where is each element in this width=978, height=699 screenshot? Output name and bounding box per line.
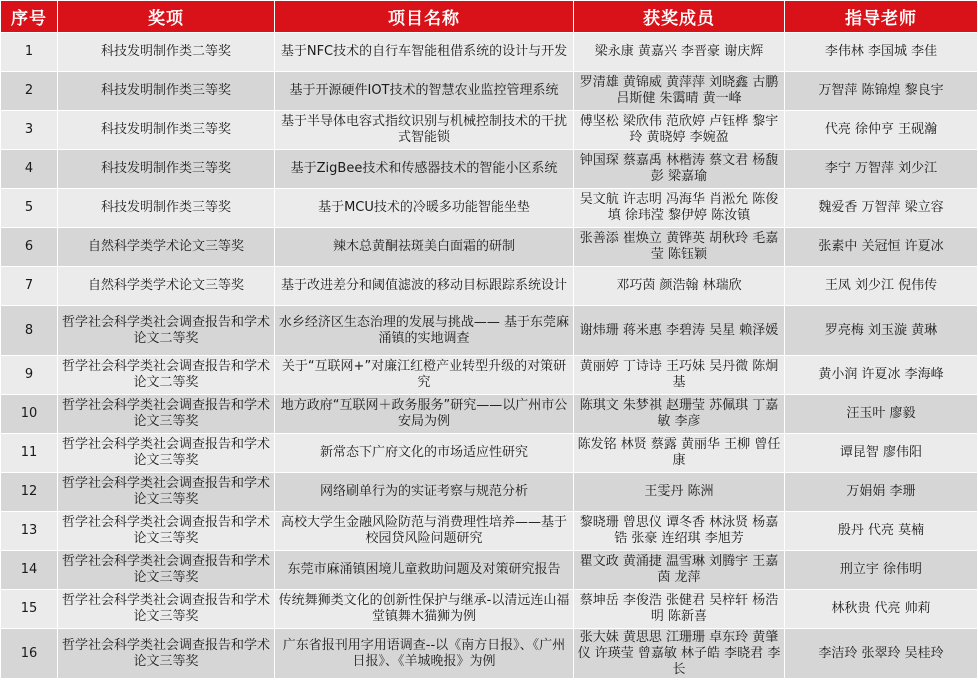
cell-project: 基于NFC技术的自行车智能租借系统的设计与开发	[275, 33, 574, 72]
cell-no: 7	[1, 267, 58, 306]
header-row	[1, 1, 978, 33]
cell-project: 关于“互联网+”对廉江红橙产业转型升级的对策研究	[275, 356, 574, 395]
cell-award: 哲学社会科学类社会调查报告和学术论文三等奖	[58, 512, 275, 551]
table-row	[1, 551, 978, 590]
cell-award: 哲学社会科学类社会调查报告和学术论文三等奖	[58, 551, 275, 590]
cell-advisors: 王凤 刘少江 倪伟传	[785, 267, 978, 306]
cell-no: 13	[1, 512, 58, 551]
cell-award: 科技发明制作类三等奖	[58, 111, 275, 150]
cell-members: 蔡坤岳 李俊浩 张健君 吴梓轩 杨浩明 陈新喜	[574, 590, 785, 629]
cell-project: 水乡经济区生态治理的发展与挑战—— 基于东莞麻涌镇的实地调查	[275, 306, 574, 356]
header-project: 项目名称	[275, 1, 574, 33]
cell-advisors: 李宁 万智萍 刘少江	[785, 150, 978, 189]
cell-award: 哲学社会科学类社会调查报告和学术论文三等奖	[58, 590, 275, 629]
cell-advisors: 万娟娟 李珊	[785, 473, 978, 512]
table-row	[1, 306, 978, 356]
cell-award: 自然科学类学术论文三等奖	[58, 228, 275, 267]
cell-members: 张善添 崔焕立 黄铧英 胡秋玲 毛嘉莹 陈钰颖	[574, 228, 785, 267]
cell-members: 瞿文政 黄涌捷 温雪琳 刘腾宇 王嘉茵 龙萍	[574, 551, 785, 590]
cell-members: 邓巧茵 颜浩翰 林瑞欣	[574, 267, 785, 306]
cell-members: 傅坚松 梁欣伟 范欣婷 卢钰桦 黎宇玲 黄晓婷 李婉盈	[574, 111, 785, 150]
cell-advisors: 黄小润 许夏冰 李海峰	[785, 356, 978, 395]
cell-no: 2	[1, 72, 58, 111]
cell-members: 张大妹 黄思思 江珊珊 卓东玲 黄肇仪 许瑛莹 曾嘉敏 林子皓 李晓君 李长	[574, 629, 785, 679]
cell-project: 基于ZigBee技术和传感器技术的智能小区系统	[275, 150, 574, 189]
cell-no: 6	[1, 228, 58, 267]
cell-advisors: 万智萍 陈锦煌 黎良宇	[785, 72, 978, 111]
table-header	[1, 1, 978, 33]
cell-project: 辣木总黄酮祛斑美白面霜的研制	[275, 228, 574, 267]
cell-no: 5	[1, 189, 58, 228]
cell-no: 12	[1, 473, 58, 512]
table-body	[1, 33, 978, 679]
cell-award: 科技发明制作类三等奖	[58, 189, 275, 228]
cell-award: 哲学社会科学类社会调查报告和学术论文三等奖	[58, 434, 275, 473]
cell-award: 科技发明制作类二等奖	[58, 33, 275, 72]
cell-members: 陈琪文 朱梦祺 赵珊莹 苏佩琪 丁嘉敏 李彦	[574, 395, 785, 434]
table-row	[1, 356, 978, 395]
cell-award: 哲学社会科学类社会调查报告和学术论文三等奖	[58, 629, 275, 679]
table-row	[1, 33, 978, 72]
cell-no: 16	[1, 629, 58, 679]
cell-members: 陈发铭 林贤 蔡露 黄丽华 王柳 曾任康	[574, 434, 785, 473]
cell-award: 哲学社会科学类社会调查报告和学术论文三等奖	[58, 395, 275, 434]
cell-no: 4	[1, 150, 58, 189]
cell-members: 梁永康 黄嘉兴 李晋豪 谢庆辉	[574, 33, 785, 72]
header-no: 序号	[1, 1, 58, 33]
cell-no: 10	[1, 395, 58, 434]
cell-project: 广东省报刊用字用语调查--以《南方日报》、《广州日报》、《羊城晚报》为例	[275, 629, 574, 679]
header-members: 获奖成员	[574, 1, 785, 33]
cell-advisors: 李洁玲 张翠玲 吴桂玲	[785, 629, 978, 679]
cell-project: 基于半导体电容式指纹识别与机械控制技术的干扰式智能锁	[275, 111, 574, 150]
table-row	[1, 150, 978, 189]
cell-no: 8	[1, 306, 58, 356]
table-row	[1, 629, 978, 679]
table-row	[1, 189, 978, 228]
cell-members: 黎晓珊 曾思仪 谭冬香 林泳贤 杨嘉锆 张豪 连绍琪 李旭芳	[574, 512, 785, 551]
cell-award: 哲学社会科学类社会调查报告和学术论文二等奖	[58, 356, 275, 395]
cell-advisors: 代亮 徐仲亨 王砚瀚	[785, 111, 978, 150]
cell-advisors: 刑立宇 徐伟明	[785, 551, 978, 590]
cell-project: 地方政府“互联网＋政务服务”研究——以广州市公安局为例	[275, 395, 574, 434]
cell-project: 网络刷单行为的实证考察与规范分析	[275, 473, 574, 512]
cell-project: 高校大学生金融风险防范与消费理性培养——基于校园贷风险问题研究	[275, 512, 574, 551]
cell-award: 自然科学类学术论文三等奖	[58, 267, 275, 306]
cell-members: 钟国琛 蔡嘉禹 林楷涛 蔡文君 杨馥彭 梁嘉瑜	[574, 150, 785, 189]
table-row	[1, 473, 978, 512]
cell-project: 东莞市麻涌镇困境儿童救助问题及对策研究报告	[275, 551, 574, 590]
cell-project: 新常态下广府文化的市场适应性研究	[275, 434, 574, 473]
cell-award: 科技发明制作类三等奖	[58, 150, 275, 189]
cell-advisors: 张素中 关冠恒 许夏冰	[785, 228, 978, 267]
cell-advisors: 汪玉叶 廖毅	[785, 395, 978, 434]
cell-award: 哲学社会科学类社会调查报告和学术论文三等奖	[58, 473, 275, 512]
cell-members: 罗清雄 黄锦威 黄萍萍 刘晓鑫 古鹏 吕斯健 朱霭晴 黄一峰	[574, 72, 785, 111]
cell-advisors: 魏爱香 万智萍 梁立容	[785, 189, 978, 228]
cell-no: 15	[1, 590, 58, 629]
cell-advisors: 李伟林 李国城 李佳	[785, 33, 978, 72]
cell-advisors: 林秋贵 代亮 帅莉	[785, 590, 978, 629]
cell-award: 科技发明制作类三等奖	[58, 72, 275, 111]
cell-members: 吴文航 许志明 冯海华 肖淞允 陈俊填 徐玮滢 黎伊婷 陈汝镇	[574, 189, 785, 228]
table-row	[1, 395, 978, 434]
cell-no: 3	[1, 111, 58, 150]
cell-project: 传统舞狮类文化的创新性保护与继承-以清远连山福堂镇舞木猫狮为例	[275, 590, 574, 629]
cell-award: 哲学社会科学类社会调查报告和学术论文二等奖	[58, 306, 275, 356]
cell-members: 黄丽婷 丁诗诗 王巧妹 吴丹微 陈炯基	[574, 356, 785, 395]
cell-advisors: 罗亮梅 刘玉漩 黄琳	[785, 306, 978, 356]
table-row	[1, 228, 978, 267]
cell-no: 1	[1, 33, 58, 72]
cell-members: 王雯丹 陈洲	[574, 473, 785, 512]
cell-advisors: 谭昆智 廖伟阳	[785, 434, 978, 473]
header-advisors: 指导老师	[785, 1, 978, 33]
table-row	[1, 590, 978, 629]
table-row	[1, 434, 978, 473]
table-row	[1, 512, 978, 551]
header-award: 奖项	[58, 1, 275, 33]
cell-no: 11	[1, 434, 58, 473]
table-row	[1, 111, 978, 150]
cell-project: 基于MCU技术的冷暖多功能智能坐垫	[275, 189, 574, 228]
cell-project: 基于改进差分和阈值滤波的移动目标跟踪系统设计	[275, 267, 574, 306]
cell-no: 14	[1, 551, 58, 590]
table-row	[1, 72, 978, 111]
cell-project: 基于开源硬件IOT技术的智慧农业监控管理系统	[275, 72, 574, 111]
table-row	[1, 267, 978, 306]
cell-advisors: 殷丹 代亮 莫楠	[785, 512, 978, 551]
cell-members: 谢炜珊 蒋米惠 李碧涛 吴星 赖泽媛	[574, 306, 785, 356]
cell-no: 9	[1, 356, 58, 395]
